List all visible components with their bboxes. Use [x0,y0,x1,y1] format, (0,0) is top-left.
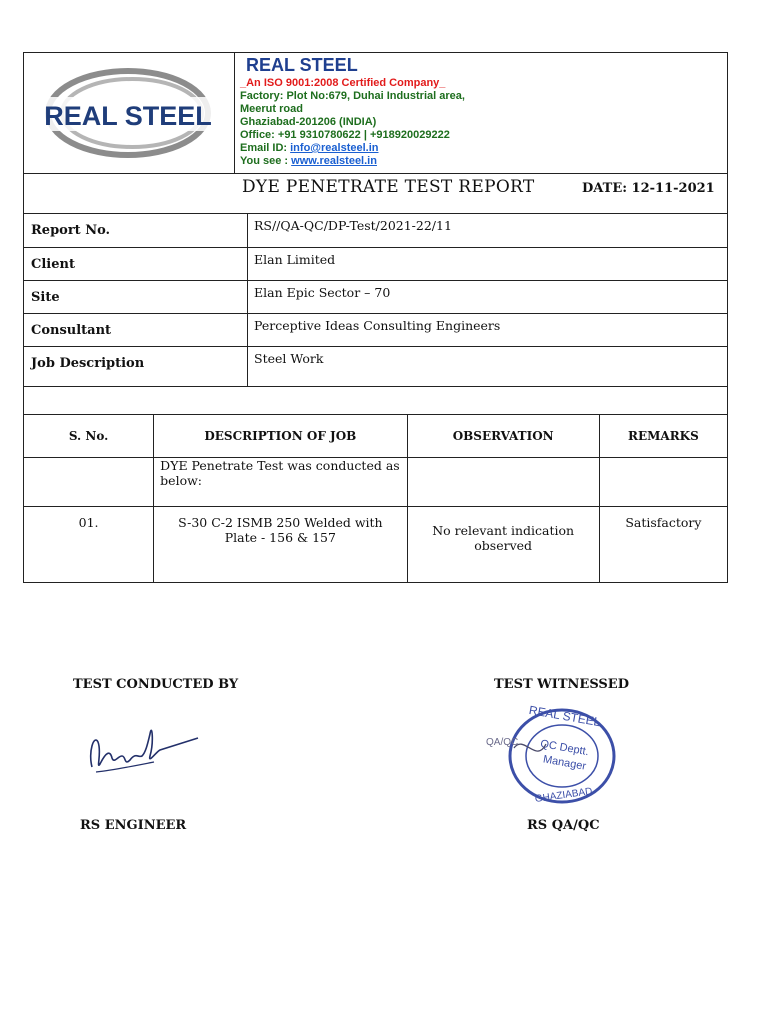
web-label: You see : [240,155,292,167]
report-date: DATE: 12-11-2021 [582,181,715,196]
svg-text:GHAZIABAD: GHAZIABAD [534,786,594,804]
iso-line: _An ISO 9001:2008 Certified Company_ [240,77,446,89]
company-logo [24,53,235,173]
city-line: Ghaziabad-201206 (INDIA) [240,116,377,128]
info-value: Elan Limited [254,252,336,267]
info-label: Client [31,257,75,272]
company-name: REAL STEEL [246,55,358,75]
remarks-cell: Satisfactory [599,507,727,583]
job-table [23,415,728,583]
svg-text:REAL STEEL: REAL STEEL [44,101,212,131]
info-value: Steel Work [254,351,324,366]
info-row-client [24,247,727,280]
svg-text:REAL STEEL: REAL STEEL [527,704,602,730]
report-document [23,52,728,583]
info-label: Report No. [31,223,111,238]
letterhead [23,52,728,174]
column-header: REMARKS [599,415,727,458]
engineer-role: RS ENGINEER [80,818,187,833]
qaqc-role: RS QA/QC [527,818,600,833]
email-line [240,142,465,155]
road-line: Meerut road [240,103,303,115]
table-header-row [24,415,728,458]
info-value: RS//QA-QC/DP-Test/2021-22/11 [254,218,452,233]
web-line [240,155,465,168]
info-value: Perceptive Ideas Consulting Engineers [254,318,501,333]
witnessed-label: TEST WITNESSED [494,677,629,692]
email-link[interactable]: info@realsteel.in [290,142,379,154]
info-value: Elan Epic Sector – 70 [254,285,391,300]
column-header: S. No. [24,415,154,458]
report-title: DYE PENETRATE TEST REPORT [242,177,535,197]
observation-cell: No relevant indication observed [407,507,599,583]
engineer-signature [84,712,204,786]
svg-text:Manager: Manager [542,753,587,773]
info-label: Job Description [31,356,145,371]
info-row-site [24,280,727,313]
sno-cell: 01. [24,507,154,583]
info-label: Site [31,290,60,305]
description-cell: S-30 C-2 ISMB 250 Welded with Plate - 156 & 157 [154,507,407,583]
info-row-report-no [24,214,727,247]
svg-text:QC Deptt.: QC Deptt. [539,737,590,759]
info-row-job-description [24,346,727,386]
svg-text:QA/QC: QA/QC [486,737,519,748]
info-table [23,214,728,387]
info-row-consultant [24,313,727,346]
table-row [24,507,728,583]
office-line: Office: +91 9310780622 | +918920029222 [240,129,450,141]
factory-line: Factory: Plot No:679, Duhai Industrial area, [240,90,465,102]
column-header: DESCRIPTION OF JOB [154,415,407,458]
table-row [24,458,728,507]
qc-stamp [484,704,624,808]
company-details [240,55,465,168]
spacer-row [23,387,728,415]
email-label: Email ID: [240,142,291,154]
website-link[interactable]: www.realsteel.in [291,155,377,167]
conducted-by-label: TEST CONDUCTED BY [73,677,239,692]
info-label: Consultant [31,323,112,338]
column-header: OBSERVATION [407,415,599,458]
intro-cell: DYE Penetrate Test was conducted as below: [154,458,407,507]
title-row [23,174,728,214]
